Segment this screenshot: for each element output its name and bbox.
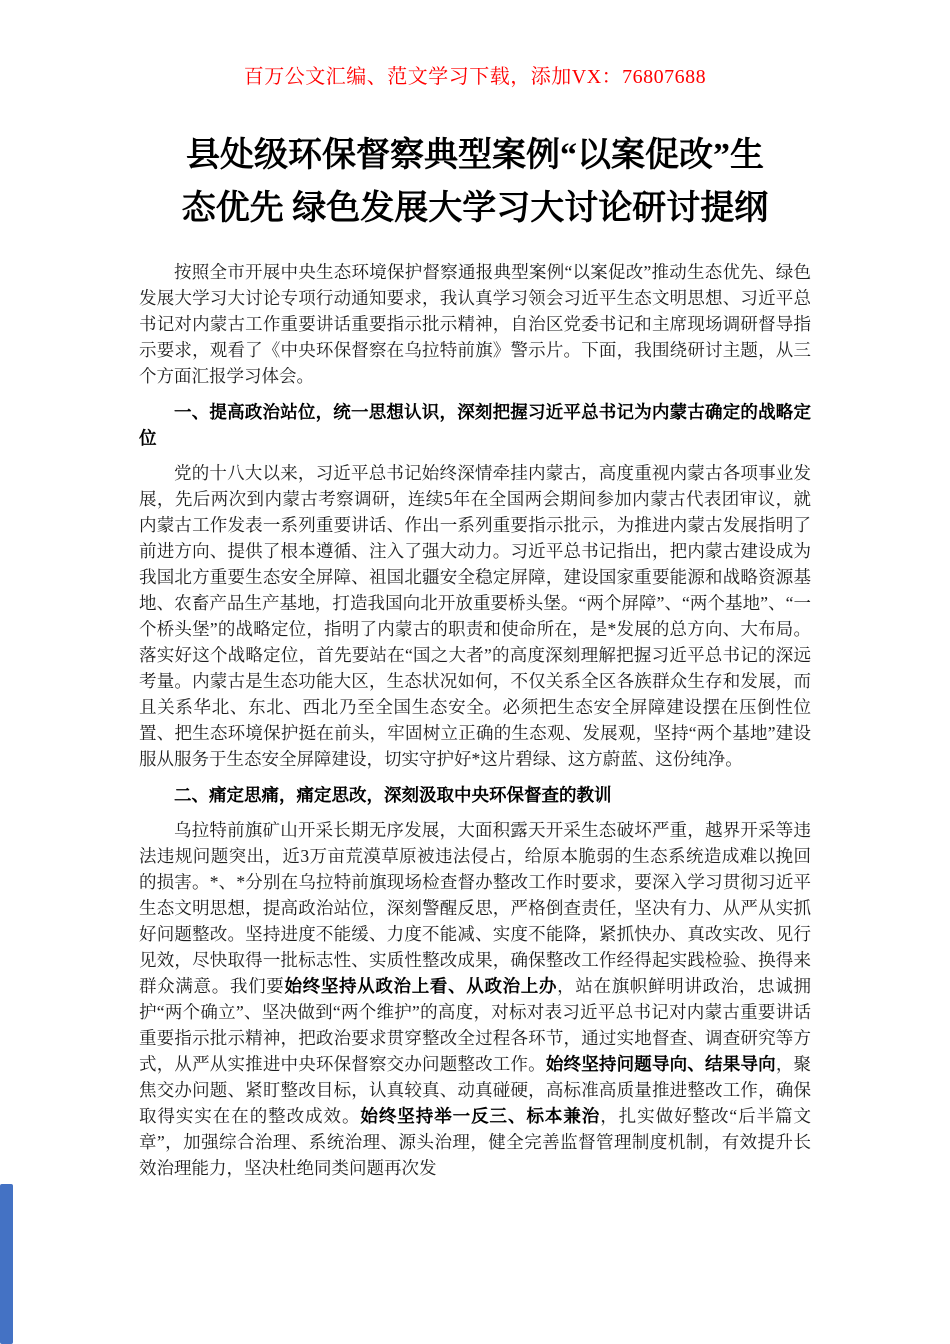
document-body	[139, 259, 811, 1181]
text-run-bold: 始终坚持问题导向、结果导向	[545, 1054, 776, 1074]
text-run: ，扎实做好整改“后半篇文章”，加强综合治理、系统治理、源头治理，健全完善监督管理制度机制，有效提升长效治理能力，坚决杜绝同类问题再次发	[139, 1106, 811, 1178]
text-run: ，聚焦交办问题、紧盯整改目标，认真较真、动真碰硬，高标准高质量推进整改工作，确保取得实实在在的整改成效。	[139, 1054, 812, 1126]
section-2-paragraph	[139, 817, 811, 1181]
document-title-line-2: 态优先 绿色发展大学习大讨论研讨提纲	[181, 190, 769, 227]
text-run: ，站在旗帜鲜明讲政治，忠诚拥护“两个确立”、坚决做到“两个维护”的高度，对标对表习近平总书记对内蒙古重要讲话重要指示批示精神，把政治要求贯穿整改全过程各环节，通过实地督查、调查研究等方式，从严从实推进中央环保督察交办问题整改工作。	[139, 976, 812, 1074]
document-title-line-1: 县处级环保督察典型案例“以案促改”生	[186, 137, 764, 174]
section-1-paragraph: 党的十八大以来，习近平总书记始终深情牵挂内蒙古，高度重视内蒙古各项事业发展，先后两次到内蒙古考察调研，连续5年在全国两会期间参加内蒙古代表团审议，就内蒙古工作发表一系列重要讲话、作出一系列重要指示批示，为推进内蒙古发展指明了前进方向、提供了根本遵循、注入了强大动力。习近平总书记指出，把内蒙古建设成为我国北方重要生态安全屏障、祖国北疆安全稳定屏障，建设国家重要能源和战略资源基地、农畜产品生产基地，打造我国向北开放重要桥头堡。“两个屏障”、“两个基地”、“一个桥头堡”的战略定位，指明了内蒙古的职责和使命所在，是*发展的总方向、大布局。落实好这个战略定位，首先要站在“国之大者”的高度深刻理解把握习近平总书记的深远考量。内蒙古是生态功能大区，生态状况如何，不仅关系全区各族群众生存和发展，而且关系华北、东北、西北乃至全国生态安全。必须把生态安全屏障建设摆在压倒性位置、把生态环境保护挺在前头，牢固树立正确的生态观、发展观，坚持“两个基地”建设服从服务于生态安全屏障建设，切实守护好*这片碧绿、这方蔚蓝、这份纯净。	[139, 463, 811, 769]
section-1-heading: 一、提高政治站位，统一思想认识，深刻把握习近平总书记为内蒙古确定的战略定位	[139, 402, 811, 448]
intro-paragraph: 按照全市开展中央生态环境保护督察通报典型案例“以案促改”推动生态优先、绿色发展大学习大讨论专项行动通知要求，我认真学习领会习近平生态文明思想、习近平总书记对内蒙古工作重要讲话重要指示批示精神，自治区党委书记和主席现场调研督导指示要求，观看了《中央环保督察在乌拉特前旗》警示片。下面，我围绕研讨主题，从三个方面汇报学习体会。	[139, 262, 811, 386]
header-notice: 百万公文汇编、范文学习下载，添加VX：76807688	[243, 66, 707, 88]
text-run: 乌拉特前旗矿山开采长期无序发展，大面积露天开采生态破坏严重，越界开采等违法违规问题突出，近3万亩荒漠草原被违法侵占，给原本脆弱的生态系统造成难以挽回的损害。*、*分别在乌拉特前旗现场检查督办整改工作时要求，要深入学习贯彻习近平生态文明思想，提高政治站位，深刻警醒反思，严格倒查责任，坚决有力、从严从实抓好问题整改。坚持进度不能缓、力度不能减、实度不能降，紧抓快办、真改实改、见行见效，尽快取得一批标志性、实质性整改成果，确保整改工作经得起实践检验、换得来群众满意。我们要	[139, 820, 811, 996]
section-2-heading: 二、痛定思痛，痛定思改，深刻汲取中央环保督查的教训	[174, 785, 612, 805]
scrollbar-thumb[interactable]	[0, 1184, 13, 1344]
text-run-bold: 始终坚持举一反三、标本兼治	[360, 1106, 601, 1126]
document-title	[130, 129, 820, 235]
text-run-bold: 始终坚持从政治上看、从政治上办	[284, 976, 558, 996]
